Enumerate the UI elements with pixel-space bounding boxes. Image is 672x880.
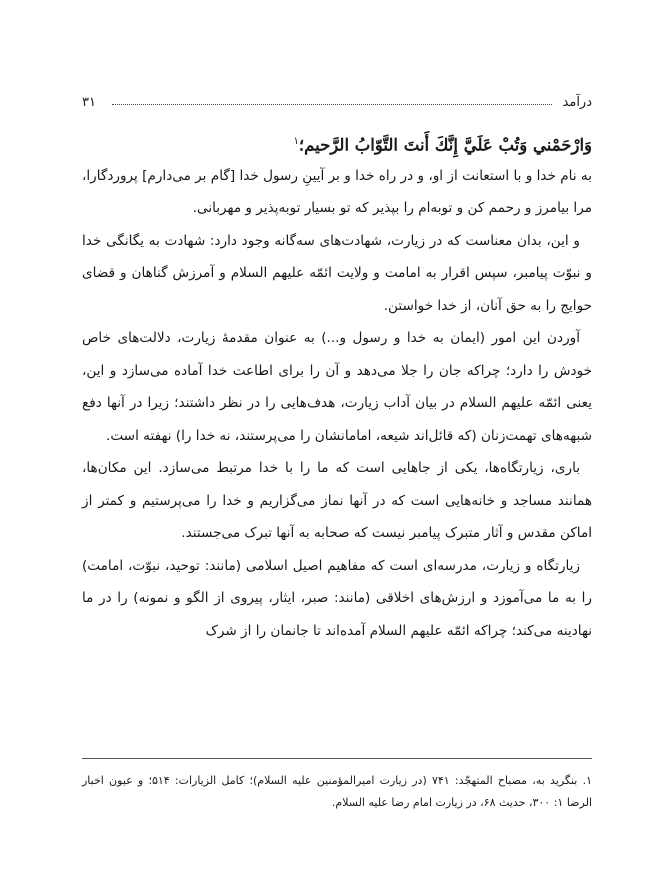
running-header xyxy=(82,92,592,114)
paragraph: و این، بدان معناست که در زیارت، شهادت‌های سه‌گانه وجود دارد: شهادت به یگانگی خدا و نبوّت پیامبر، سپس اقرار به امامت و ولایت ائمّه علیهم السلام و آمرزش گناهان و قضای حوایج را به حق آنان، از خدا خواستن. xyxy=(82,232,592,314)
paragraph: به نام خدا و با استعانت از او، و در راه خدا و بر آیینِ رسول خدا [گام بر می‌دارم] پروردگارا، مرا بیامرز و رحمم کن و توبه‌ام را بپذیر که تو بسیار توبه‌پذیر و مهربانی. xyxy=(82,167,592,216)
paragraph: زیارتگاه و زیارت، مدرسه‌ای است که مفاهیم اصیل اسلامی (مانند: توحید، نبوّت، امامت) را به ما می‌آموزد و ارزش‌های اخلاقی (مانند: صبر، ایثار، پیروی از الگو و نمونه) را در ما نهادینه می‌کند؛ چراکه ائمّه علیهم السلام آمده‌اند تا جانمان را از شرک xyxy=(82,557,592,639)
header-dotted-leader xyxy=(112,104,552,105)
paragraph: باری، زیارتگاه‌ها، یکی از جاهایی است که ما را با خدا مرتبط می‌سازد. این مکان‌ها، همانند مساجد و خانه‌هایی است که در آنها نماز می‌گزاریم و خدا را می‌پرستیم و کمتر از اماکن مقدس و آثار متبرک پیامبر نیست که صحابه به آنها تبرک می‌جستند. xyxy=(82,460,592,541)
body-text xyxy=(82,160,592,648)
verse-text: وَارْحَمْني وَتُبْ عَلَيَّ إِنَّكَ أَنتَ التَّوّابُ الرَّحيم؛ xyxy=(298,135,592,155)
footnote-divider xyxy=(82,758,592,759)
page-content xyxy=(82,92,592,647)
page-number: ۳۱ xyxy=(82,95,96,110)
arabic-verse xyxy=(82,128,592,160)
header-title: درآمد xyxy=(559,92,592,114)
footnotes xyxy=(82,770,592,814)
paragraph: آوردن این امور (ایمان به خدا و رسول و...) به عنوان مقدمهٔ زیارت، دلالت‌های خاص خودش را دارد؛ چراکه جان را جلا می‌دهد و آن را برای اطاعت خدا آماده می‌سازد و این، یعنی ائمّه علیهم السلام در بیان آداب زیارت، هدف‌هایی را در نظر داشتند؛ زیرا در آنها دفع شبهه‌های تهمت‌زنان (که قائل‌اند شیعه، امامانشان را می‌پرستند، نه خدا را) نهفته است. xyxy=(82,330,592,444)
footnote: ۱. بنگرید به، مصباح المتهجّد: ۷۴۱ (در زیارت امیرالمؤمنین علیه السلام)؛ کامل الزیارات: ۵۱۴؛ و عیون اخبار الرضا ۱: ۳۰۰، حدیث ۶۸، در زیارت امام رضا علیه السلام. xyxy=(82,774,593,809)
footnote-ref: ۱ xyxy=(293,136,299,147)
